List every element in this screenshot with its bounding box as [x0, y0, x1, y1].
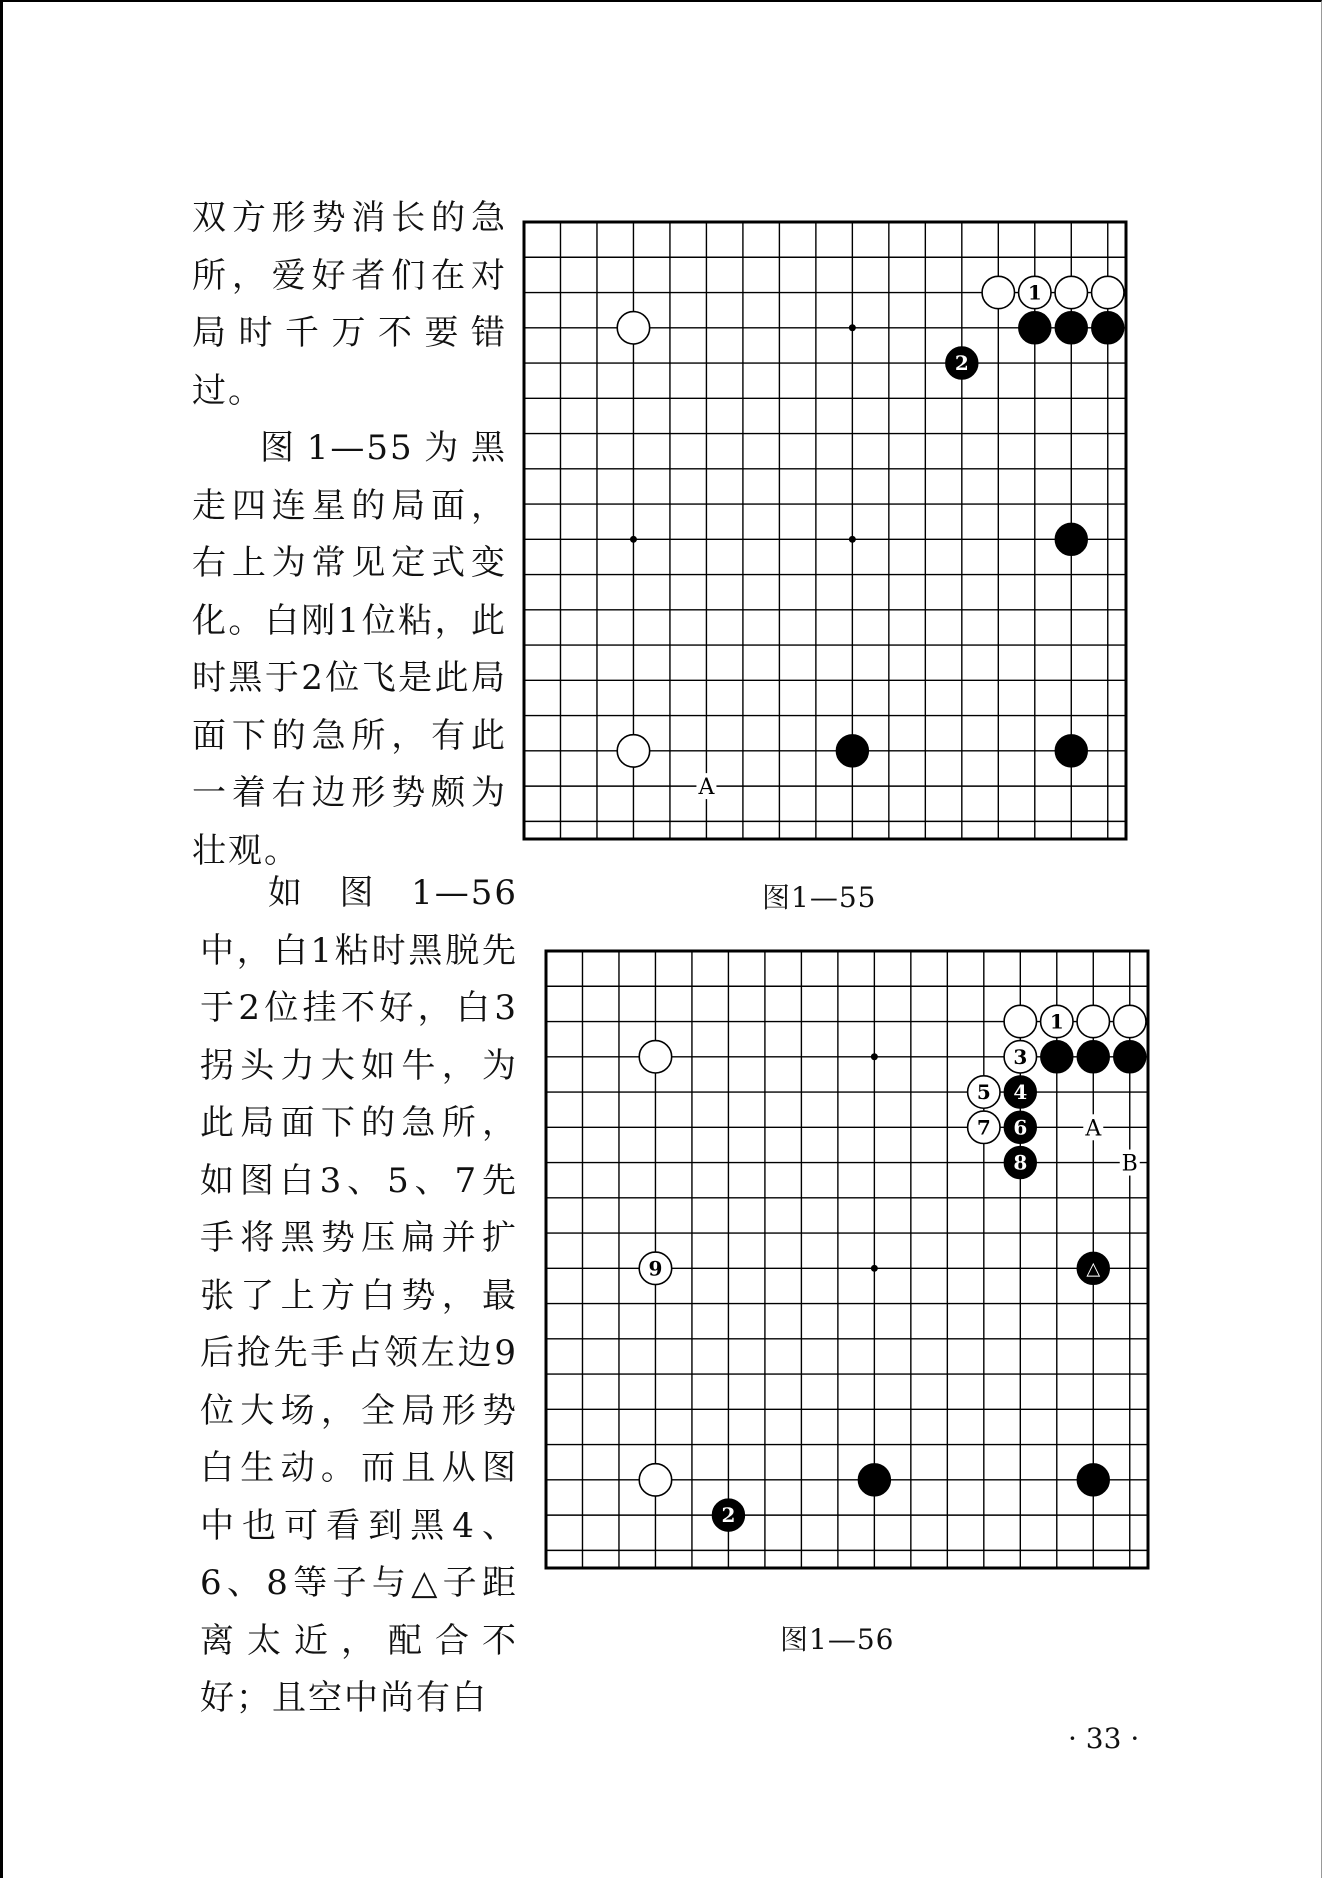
go-diagram-1-56 — [542, 947, 1152, 1572]
star-point — [849, 536, 856, 543]
go-diagram-1-55 — [520, 218, 1130, 843]
white-stone — [617, 312, 649, 344]
black-stone — [858, 1464, 890, 1496]
stone-move-label: 2 — [721, 1503, 736, 1528]
stone-move-label: △ — [1086, 1258, 1101, 1280]
black-stone — [1114, 1041, 1146, 1073]
stone-move-label: 9 — [648, 1256, 663, 1281]
white-stone — [1004, 1005, 1036, 1037]
figure-caption-1-56: 图1—56 — [780, 1623, 895, 1656]
black-stone — [1041, 1041, 1073, 1073]
paragraph-1: 双方形势消长的急所，爱好者们在对局时千万不要错过。 — [192, 198, 507, 411]
white-stone — [639, 1464, 671, 1496]
letter-mark: A — [1085, 1116, 1102, 1142]
stone-move-label: 4 — [1013, 1080, 1028, 1105]
black-stone — [1055, 523, 1087, 555]
stone-move-label: 6 — [1013, 1115, 1028, 1140]
star-point — [630, 536, 637, 543]
black-stone — [1019, 312, 1051, 344]
stone-move-label: 1 — [1049, 1009, 1064, 1034]
black-stone — [1077, 1464, 1109, 1496]
white-stone — [639, 1041, 671, 1073]
figure-caption-1-55: 图1—55 — [762, 881, 877, 914]
stone-move-label: 3 — [1013, 1044, 1028, 1069]
black-stone — [1055, 312, 1087, 344]
star-point — [849, 324, 856, 331]
black-stone — [836, 735, 868, 767]
stone-move-label: 7 — [976, 1115, 991, 1140]
text-column-top — [192, 190, 507, 880]
white-stone — [982, 276, 1014, 308]
white-stone — [1092, 276, 1124, 308]
letter-mark: B — [1121, 1151, 1138, 1177]
black-stone — [1055, 735, 1087, 767]
black-stone — [1077, 1041, 1109, 1073]
star-point — [871, 1265, 878, 1272]
text-column-bottom — [200, 865, 518, 1728]
stone-move-label: 1 — [1027, 280, 1042, 305]
white-stone — [1077, 1005, 1109, 1037]
letter-mark: A — [698, 775, 715, 801]
stone-move-label: 2 — [954, 351, 969, 376]
star-point — [871, 1053, 878, 1060]
white-stone — [1114, 1005, 1146, 1037]
stone-move-label: 8 — [1013, 1150, 1028, 1175]
black-stone — [1092, 312, 1124, 344]
stone-move-label: 5 — [976, 1080, 991, 1105]
white-stone — [617, 735, 649, 767]
paragraph-3: 如图1—56中，白1粘时黑脱先于2位挂不好，白3拐头力大如牛，为此局面下的急所，如图白3、5、7先手将黑势压扁并扩张了上方白势，最后抢先手占领左边9位大场，全局形势白生动。而且从图中也可看到黑4、6、8等子与△子距离太近，配合不好；且空中尚有白 — [200, 873, 518, 1718]
white-stone — [1055, 276, 1087, 308]
page-number: · 33 · — [1068, 1722, 1140, 1755]
paragraph-2: 图1—55为黑走四连星的局面，右上为常见定式变化。白刚1位粘，此时黑于2位飞是此局面下的急所，有此一着右边形势颇为壮观。 — [192, 428, 507, 871]
